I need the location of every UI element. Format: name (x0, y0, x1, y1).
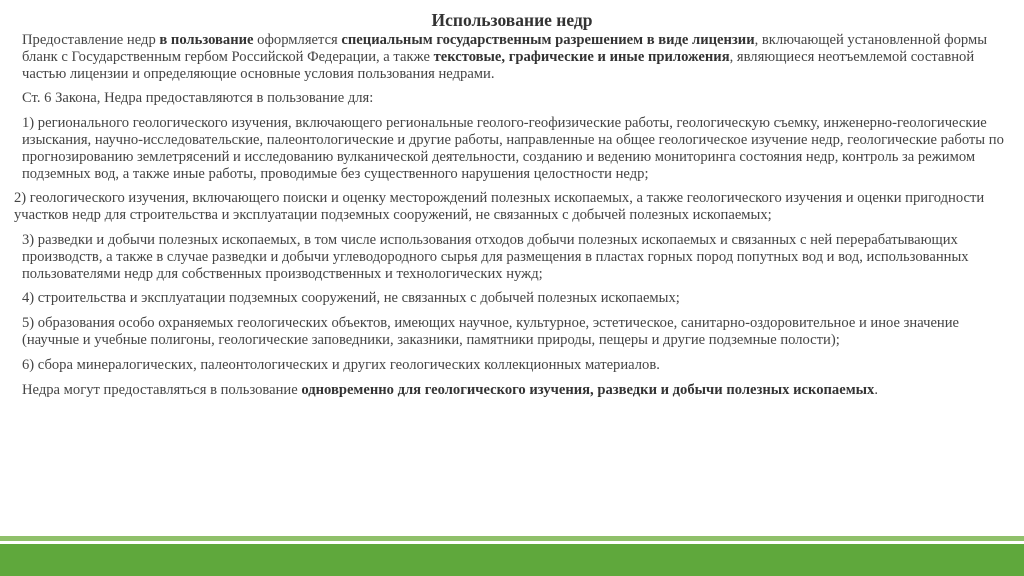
list-item-2: 2) геологического изучения, включающего поиски и оценку месторождений полезных ископаемых, а также геологического изучения и оценки пригодности участков недр для строительства и эксплуатации подземных сооружений, не связанных с добычей полезных ископаемых; (14, 190, 985, 224)
list-item-1: 1) регионального геологического изучения, включающего региональные геолого-геофизические работы, геологическую съемку, инженерно-геологические изыскания, научно-исследовательские, палеонтологические и другие работы, направленные на общее геологическое изучение недр, геологические работы по прогнозированию землетрясений и исследованию вулканической деятельности, созданию и ведению мониторинга состояния недр, контроль за режимом подземных вод, а также иные работы, проводимые без существенного нарушения целостности недр; (22, 115, 1004, 182)
list-item-5: 5) образования особо охраняемых геологических объектов, имеющих научное, культурное, эстетическое, санитарно-оздоровительное и иное значение (научные и учебные полигоны, геологические заповедники, заказники, памятники природы, пещеры и другие подземные полости); (22, 315, 960, 348)
intro-text-1: Предоставление недр (22, 32, 160, 48)
slide-body (14, 32, 1008, 406)
closing-text-1: Недра могут предоставляться в пользование (22, 381, 302, 398)
law-reference: Ст. 6 Закона, Недра предоставляются в пользование для: (22, 90, 374, 107)
intro-paragraph (22, 32, 1008, 82)
intro-bold-2: специальным государственным разрешением в виде лицензии (341, 32, 755, 48)
footer-band (0, 544, 1024, 576)
closing-bold: одновременно для геологического изучения, разведки и добычи полезных ископаемых (301, 381, 875, 398)
closing-text-2: . (874, 381, 878, 398)
footer-accent-line (0, 536, 1024, 541)
list-item-3: 3) разведки и добычи полезных ископаемых, в том числе использования отходов добычи полезных ископаемых и связанных с ней перерабатывающих производств, а также в случае разведки и добычи углеводородного сырья для размещения в пластах горных пород попутных вод и вод, использованных пользователями недр для собственных производственных и технологических нужд; (22, 231, 969, 282)
list-item-4: 4) строительства и эксплуатации подземных сооружений, не связанных с добычей полезных ископаемых; (22, 290, 680, 307)
intro-text-4: , являющиеся неотъемлемой составной частью лицензии и определяющие основные условия пользования недрами. (22, 48, 975, 82)
slide-title: Использование недр (431, 10, 593, 30)
closing-paragraph (22, 382, 1008, 399)
intro-text-3: , включающей установленной формы бланк с Государственным гербом Российской Федерации, а также (22, 32, 988, 65)
intro-bold-1: в пользование (159, 32, 254, 48)
intro-text-2: оформляется (253, 32, 342, 48)
list-item-6: 6) сбора минералогических, палеонтологических и других геологических коллекционных материалов. (22, 356, 660, 373)
intro-bold-3: текстовые, графические и иные приложения (433, 48, 730, 65)
